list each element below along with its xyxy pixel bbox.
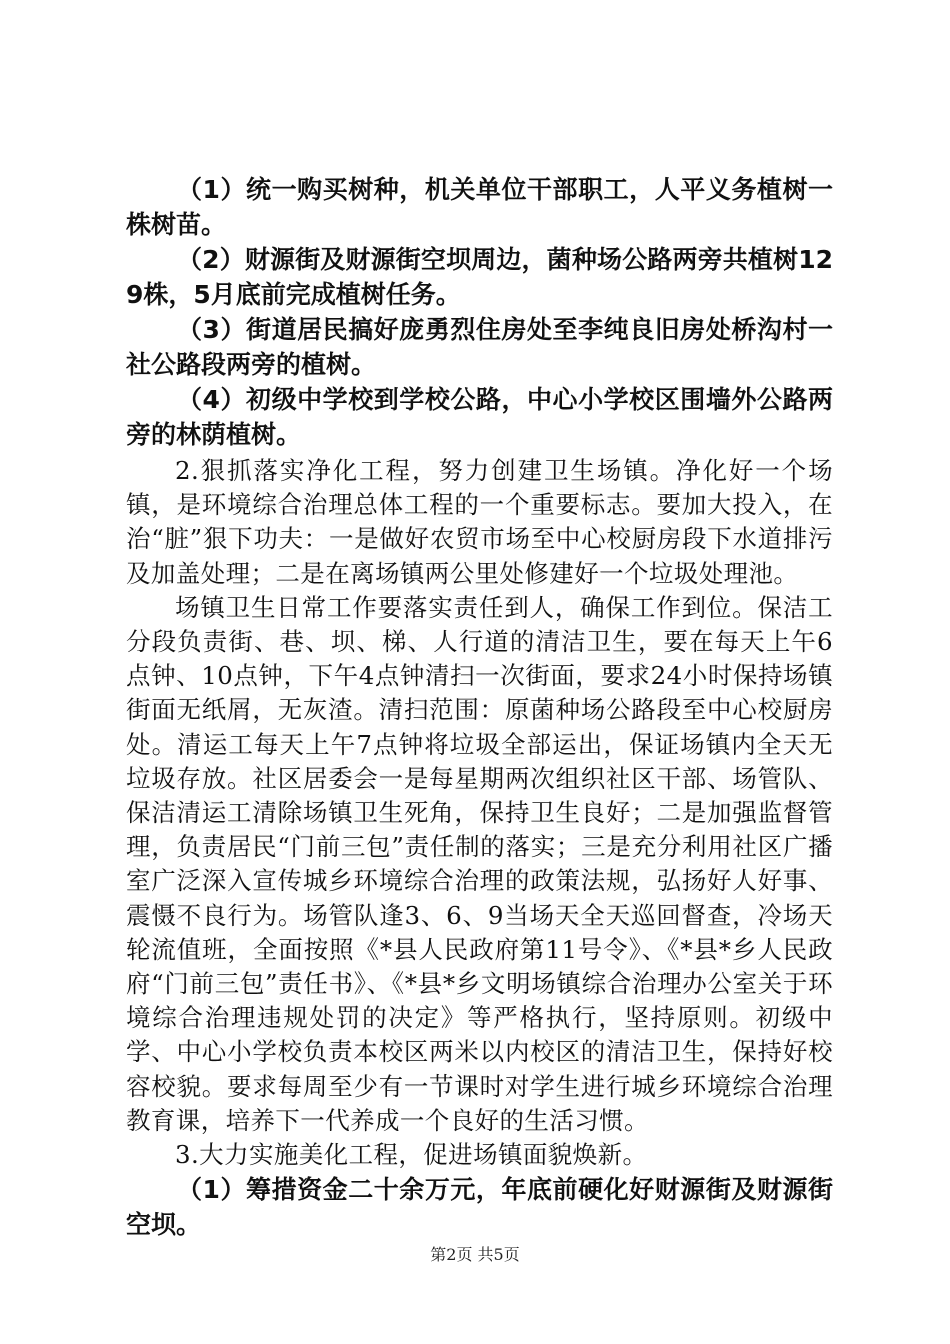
- paragraph-plant-item-1: （1）统一购买树种，机关单位干部职工，人平义务植树一株树苗。: [126, 175, 833, 239]
- paragraph-beautify-item-1: （1）筹措资金二十余万元，年底前硬化好财源街及财源街空坝。: [126, 1175, 833, 1240]
- paragraph-plant-item-4: （4）初级中学校到学校公路，中心小学校区围墙外公路两旁的林荫植树。: [126, 385, 833, 449]
- paragraph-cleaning-project: 2.狠抓落实净化工程，努力创建卫生场镇。净化好一个场镇，是环境综合治理总体工程的一个重要标志。要加大投入，在治“脏”狠下功夫：一是做好农贸市场至中心校厨房段下水道排污及加盖处理；二是在离场镇两公里处修建好一个垃圾处理池。: [126, 456, 833, 588]
- paragraph-plant-item-2: （2）财源街及财源街空坝周边，菌种场公路两旁共植树129株，5月底前完成植树任务。: [126, 245, 833, 309]
- paragraph-beautify-project: 3.大力实施美化工程，促进场镇面貌焕新。: [175, 1140, 648, 1170]
- document-body: [126, 172, 833, 1242]
- paragraph-daily-hygiene: 场镇卫生日常工作要落实责任到人，确保工作到位。保洁工分段负责街、巷、坝、梯、人行道的清洁卫生，要在每天上午6点钟、10点钟，下午4点钟清扫一次街面，要求24小时保持场镇街面无纸屑，无灰渣。清扫范围：原菌种场公路段至中心校厨房处。清运工每天上午7点钟将垃圾全部运出，保证场镇内全天无垃圾存放。社区居委会一是每星期两次组织社区干部、场管队、保洁清运工清除场镇卫生死角，保持卫生良好；二是加强监督管理，负责居民“门前三包”责任制的落实；三是充分利用社区广播室广泛深入宣传城乡环境综合治理的政策法规，弘扬好人好事、震慑不良行为。场管队逢3、6、9当场天全天巡回督查，冷场天轮流值班，全面按照《*县人民政府第11号令》、《*县*乡人民政府“门前三包”责任书》、《*县*乡文明场镇综合治理办公室关于环境综合治理违规处罚的决定》等严格执行，坚持原则。初级中学、中心小学校负责本校区两米以内校区的清洁卫生，保持好校容校貌。要求每周至少有一节课时对学生进行城乡环境综合治理教育课，培养下一代养成一个良好的生活习惯。: [126, 592, 833, 1135]
- paragraph-plant-item-3: （3）街道居民搞好庞勇烈住房处至李纯良旧房处桥沟村一社公路段两旁的植树。: [126, 315, 833, 379]
- page-number-footer: 第2页 共5页: [430, 1245, 520, 1264]
